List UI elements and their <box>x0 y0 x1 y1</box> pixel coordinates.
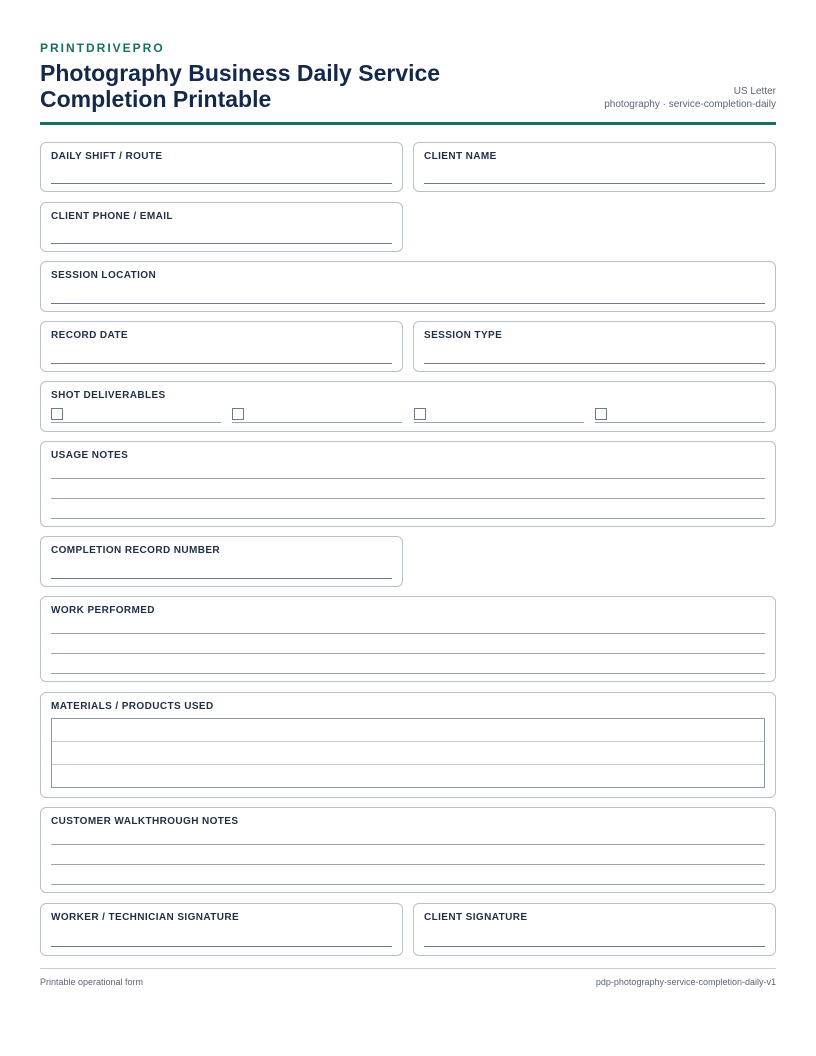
field-label: USAGE NOTES <box>51 450 129 461</box>
write-line[interactable] <box>51 864 765 865</box>
write-line[interactable] <box>51 633 765 634</box>
deliverable-item[interactable] <box>51 408 221 422</box>
field-label: WORK PERFORMED <box>51 605 155 616</box>
field-label: SHOT DELIVERABLES <box>51 390 166 401</box>
field-label: SESSION LOCATION <box>51 270 157 281</box>
field-label: DAILY SHIFT / ROUTE <box>51 151 163 162</box>
write-line[interactable] <box>51 303 765 304</box>
field-walkthrough-notes[interactable] <box>40 807 776 893</box>
checkbox-icon[interactable] <box>51 408 63 420</box>
signature-line[interactable] <box>424 946 765 947</box>
write-line[interactable] <box>51 422 221 423</box>
field-session-type[interactable] <box>413 321 776 372</box>
write-line[interactable] <box>51 844 765 845</box>
deliverable-item[interactable] <box>595 408 765 422</box>
deliverable-item[interactable] <box>414 408 584 422</box>
checkbox-icon[interactable] <box>595 408 607 420</box>
table-row[interactable] <box>52 765 764 788</box>
brand-name: PRINTDRIVEPRO <box>40 41 165 55</box>
field-label: CUSTOMER WALKTHROUGH NOTES <box>51 816 239 827</box>
field-client-contact[interactable] <box>40 202 403 252</box>
write-line[interactable] <box>51 578 392 579</box>
checkbox-icon[interactable] <box>232 408 244 420</box>
footer-left: Printable operational form <box>40 977 144 987</box>
signature-line[interactable] <box>51 946 392 947</box>
write-line[interactable] <box>51 884 765 885</box>
table-row[interactable] <box>52 719 764 742</box>
write-line[interactable] <box>232 422 402 423</box>
write-line[interactable] <box>51 653 765 654</box>
table-row[interactable] <box>52 742 764 765</box>
field-usage-notes[interactable] <box>40 441 776 527</box>
write-line[interactable] <box>51 518 765 519</box>
field-label: CLIENT NAME <box>424 151 497 162</box>
field-label: RECORD DATE <box>51 330 128 341</box>
write-line[interactable] <box>51 243 392 244</box>
write-line[interactable] <box>595 422 765 423</box>
write-line[interactable] <box>424 183 765 184</box>
field-work-performed[interactable] <box>40 596 776 682</box>
field-label: CLIENT SIGNATURE <box>424 912 528 923</box>
form-meta <box>604 85 776 111</box>
deliverable-item[interactable] <box>232 408 402 422</box>
field-client-name[interactable] <box>413 142 776 192</box>
field-label: CLIENT PHONE / EMAIL <box>51 211 173 222</box>
write-line[interactable] <box>424 363 765 364</box>
footer-rule <box>40 968 776 969</box>
materials-table <box>51 718 765 788</box>
write-line[interactable] <box>51 363 392 364</box>
write-line[interactable] <box>414 422 584 423</box>
field-shot-deliverables <box>40 381 776 432</box>
form-tags: photography · service-completion-daily <box>604 99 776 110</box>
write-line[interactable] <box>51 498 765 499</box>
field-label: MATERIALS / PRODUCTS USED <box>51 701 214 712</box>
field-completion-record-number[interactable] <box>40 536 403 587</box>
header-rule <box>40 122 776 125</box>
field-session-location[interactable] <box>40 261 776 312</box>
field-label: SESSION TYPE <box>424 330 503 341</box>
field-shift-route[interactable] <box>40 142 403 192</box>
field-client-signature[interactable] <box>413 903 776 956</box>
field-record-date[interactable] <box>40 321 403 372</box>
write-line[interactable] <box>51 183 392 184</box>
footer-right: pdp-photography-service-completion-daily-v1 <box>595 977 776 987</box>
write-line[interactable] <box>51 478 765 479</box>
field-label: WORKER / TECHNICIAN SIGNATURE <box>51 912 240 923</box>
write-line[interactable] <box>51 673 765 674</box>
paper-size: US Letter <box>733 86 776 97</box>
checkbox-icon[interactable] <box>414 408 426 420</box>
field-label: COMPLETION RECORD NUMBER <box>51 545 221 556</box>
field-materials-used <box>40 692 776 798</box>
form-title: Photography Business Daily Service Completion Printable <box>40 60 441 112</box>
field-worker-signature[interactable] <box>40 903 403 956</box>
